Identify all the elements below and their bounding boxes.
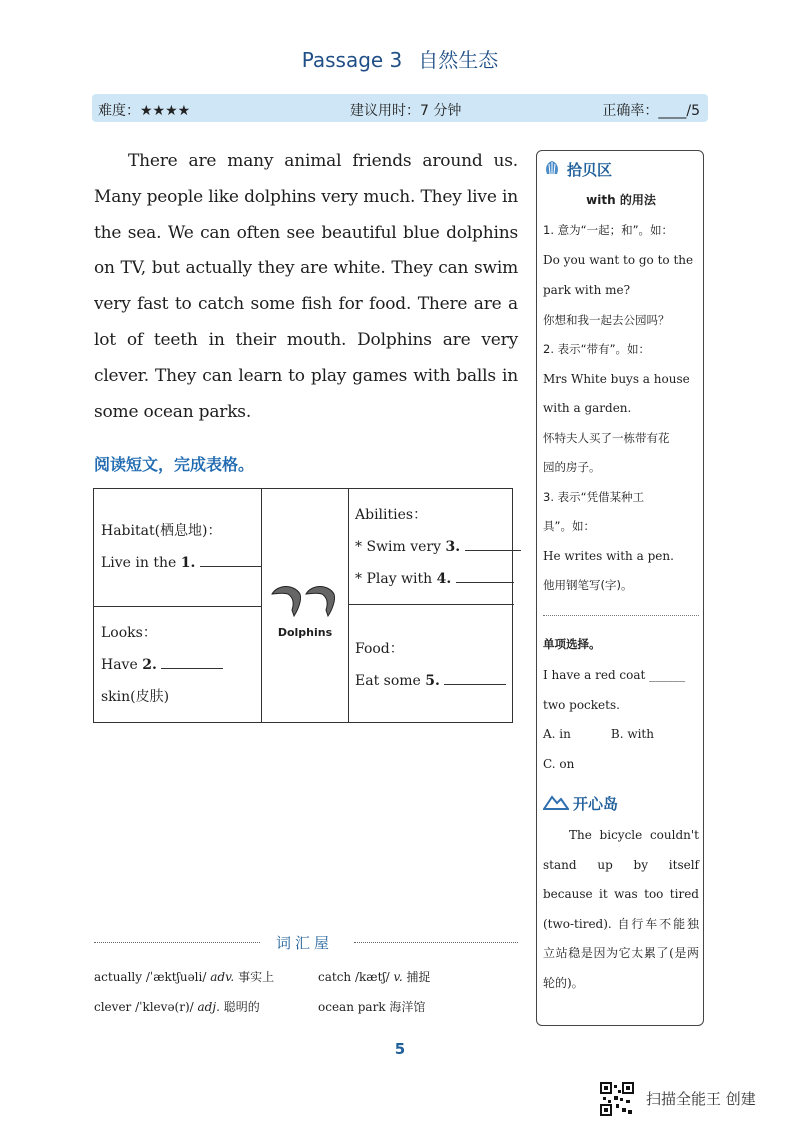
divider	[94, 942, 260, 943]
vocab-entry	[94, 998, 260, 1015]
habitat-cell	[101, 515, 262, 579]
choice-options	[543, 720, 699, 750]
task-instruction: 阅读短文，完成表格。	[94, 455, 255, 474]
note-line: Do you want to go to the	[543, 253, 694, 267]
vocab-entry	[94, 968, 274, 985]
passage-number: Passage 3	[301, 48, 403, 72]
looks-text: Have	[101, 657, 138, 673]
vocab-meaning: 海洋馆	[389, 1000, 426, 1014]
table-divider	[348, 604, 514, 605]
note-line: 具”。如：	[543, 519, 595, 533]
reading-passage: There are many animal friends around us. Many people like dolphins very much. They live in the sea. We can often see beautiful blue dolphins on TV, but actually they are white. They can swim very fast to catch some fish for food. There are a lot of teeth in their mouth. Dolphins are very clever. They can learn to play games with balls in some ocean parks.	[94, 151, 518, 422]
vocab-phonetic: /kætʃ/	[354, 970, 390, 984]
note-line: 你想和我一起去公园吗？	[543, 313, 670, 327]
habitat-label: Habitat(栖息地)：	[101, 523, 222, 539]
blank-4-number: 4.	[436, 571, 452, 587]
choice-title: 单项选择。	[543, 637, 601, 651]
option-a[interactable]: A. in	[543, 727, 571, 741]
passage-topic: 自然生态	[418, 48, 499, 72]
page-title	[0, 44, 800, 73]
joke-text: The bicycle couldn't stand up by itself because it was too tired (two-tired). 自行车不能独立站稳是因为它太累了(是两轮的)。	[543, 828, 699, 990]
ability-2-text: * Play with	[355, 571, 433, 587]
blank-2[interactable]	[161, 652, 223, 669]
habitat-text: Live in the	[101, 555, 177, 571]
vocab-word: clever	[94, 1000, 132, 1014]
vocab-pos: adv.	[210, 970, 235, 984]
dolphins-icon	[268, 580, 340, 624]
option-c[interactable]: C. on	[543, 757, 575, 771]
vocab-meaning: 聪明的	[223, 1000, 260, 1014]
note-line: with a garden.	[543, 401, 632, 415]
qr-code-icon	[600, 1082, 634, 1116]
blank-1-number: 1.	[180, 555, 196, 571]
vocab-meaning: 事实上	[238, 970, 275, 984]
note-line: 3. 表示“凭借某种工	[543, 490, 645, 504]
food-cell	[355, 633, 506, 697]
blank-3[interactable]	[465, 534, 521, 551]
vocab-title: 词汇屋	[276, 934, 334, 952]
vocab-meaning: 捕捉	[406, 970, 431, 984]
shell-icon	[543, 159, 561, 177]
note-line: 他用钢笔写(字)。	[543, 578, 633, 592]
sidebar-panel	[536, 150, 704, 1026]
blank-4[interactable]	[456, 566, 514, 583]
center-label: Dolphins	[277, 626, 333, 639]
vocab-word: ocean park	[318, 1000, 386, 1014]
vocab-phonetic: /ˈæktʃuəli/	[145, 970, 207, 984]
difficulty-rating: 难度：★★★★	[98, 103, 191, 119]
option-b[interactable]: B. with	[610, 727, 654, 741]
note-line: Mrs White buys a house	[543, 372, 690, 386]
ability-1-text: * Swim very	[355, 539, 442, 555]
blank-2-number: 2.	[142, 657, 157, 673]
choice-question: two pockets.	[543, 698, 620, 712]
food-label: Food：	[355, 641, 404, 657]
vocab-word: catch	[318, 970, 352, 984]
table-divider	[348, 489, 349, 722]
blank-1[interactable]	[200, 550, 262, 567]
looks-label: Looks：	[101, 625, 157, 641]
note-line: park with me?	[543, 283, 631, 297]
suggested-time: 建议用时：7 分钟	[350, 103, 462, 119]
blank-5-number: 5.	[425, 673, 440, 689]
blank-3-number: 3.	[445, 539, 461, 555]
note-line: 怀特夫人买了一栋带有花	[543, 431, 670, 445]
note-line: 2. 表示“带有”。如：	[543, 342, 651, 356]
looks-tail: skin(皮肤)	[101, 689, 170, 705]
note-line: 园的房子。	[543, 460, 601, 474]
looks-cell	[101, 617, 223, 713]
blank-5[interactable]	[444, 668, 506, 685]
divider	[354, 942, 518, 943]
section-title-happy-island: 开心岛	[573, 795, 619, 813]
note-line: He writes with a pen.	[543, 549, 674, 563]
with-usage-title: with 的用法	[586, 193, 656, 207]
vocab-word: actually	[94, 970, 143, 984]
scanner-watermark: 扫描全能王 创建	[646, 1090, 756, 1108]
vocab-entry	[318, 998, 425, 1015]
divider	[543, 615, 699, 616]
food-text: Eat some	[355, 673, 421, 689]
abilities-cell	[355, 499, 521, 595]
vocab-pos: v.	[393, 970, 403, 984]
vocab-phonetic: /ˈklevə(r)/	[135, 1000, 194, 1014]
info-bar	[92, 94, 708, 122]
section-title-shell: 拾贝区	[567, 161, 613, 179]
table-divider	[94, 606, 261, 607]
abilities-label: Abilities：	[355, 507, 428, 523]
choice-question: I have a red coat ______	[543, 668, 686, 682]
island-icon	[543, 793, 569, 811]
vocab-pos: adj.	[197, 1000, 220, 1014]
page-number: 5	[394, 1040, 406, 1058]
accuracy-field: 正确率：____/5	[602, 103, 700, 119]
note-line: 1. 意为“一起；和”。如：	[543, 223, 674, 237]
vocab-entry	[318, 968, 431, 985]
